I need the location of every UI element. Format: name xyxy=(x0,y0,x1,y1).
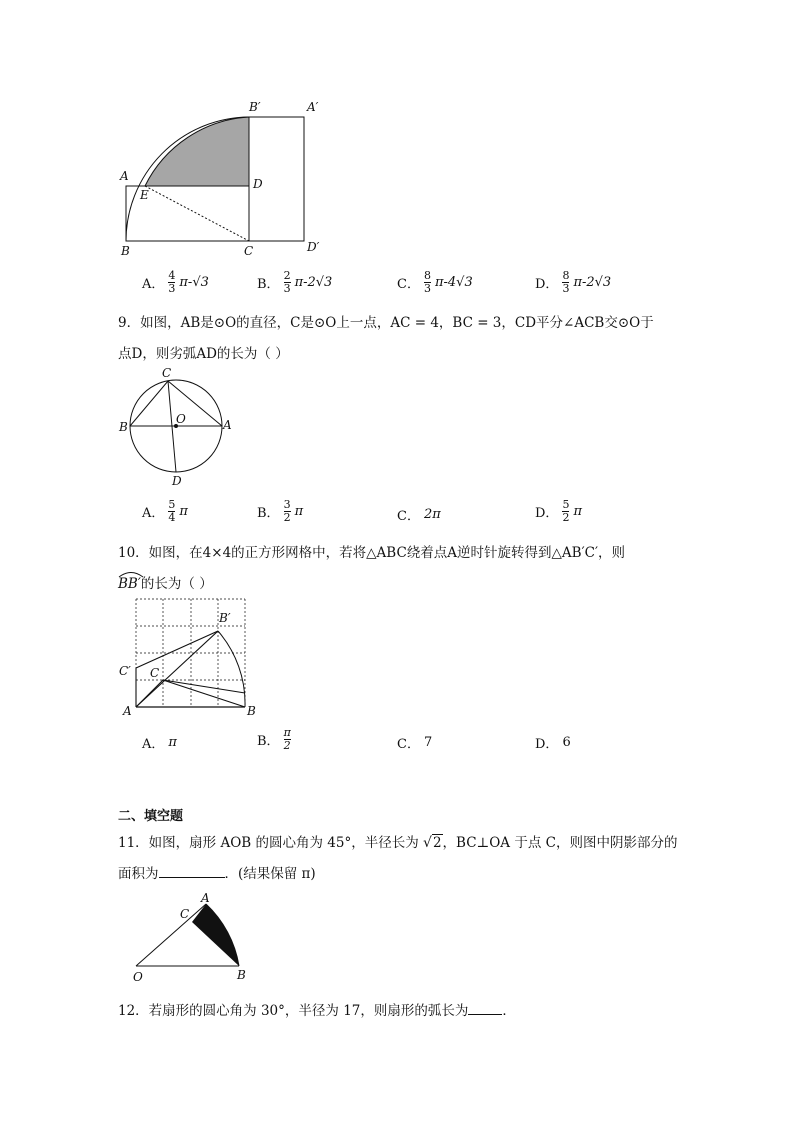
option-text: π xyxy=(168,735,177,750)
option-text: 7 xyxy=(423,735,433,750)
label-b: B xyxy=(119,420,128,434)
q11-line2: 面积为 ．(结果保留 π) xyxy=(118,866,316,882)
label-b-prime: B′ xyxy=(249,100,261,114)
fraction: $\frac{2}{3}$ xyxy=(283,269,291,295)
side-c-prime-b-prime xyxy=(136,631,218,668)
fraction: $\frac{5}{4}$ xyxy=(168,498,176,524)
option-letter: C． xyxy=(397,737,420,752)
option-letter: D． xyxy=(535,277,559,292)
label-d: D xyxy=(253,177,263,191)
side-cb xyxy=(163,680,245,707)
fraction: $\frac{8}{3}$ xyxy=(562,269,570,295)
option-tail: π xyxy=(294,504,304,519)
q9-line2: 点D，则劣弧AD的长为（ ） xyxy=(118,346,289,362)
figure-q11 xyxy=(125,890,260,985)
label-c: C xyxy=(180,907,190,921)
q9-option-c[interactable] xyxy=(397,505,441,524)
figure-q8 xyxy=(115,98,335,260)
q12-line: 12．若扇形的圆心角为 30°，半径为 17，则扇形的弧长为 ． xyxy=(118,1003,516,1019)
q8-option-b[interactable] xyxy=(257,270,332,295)
option-letter: D． xyxy=(535,737,559,752)
label-c: C xyxy=(150,666,160,680)
label-b: B xyxy=(121,244,130,258)
q9-option-a[interactable] xyxy=(142,499,188,524)
option-tail: π-4√3 xyxy=(434,275,473,290)
arc-mark xyxy=(118,570,144,578)
q9-option-b[interactable] xyxy=(257,499,303,524)
option-letter: B． xyxy=(257,506,280,521)
label-b: B xyxy=(237,968,246,982)
fraction: $\frac{4}{3}$ xyxy=(168,269,176,295)
arc-bb-prime-label: BB′ xyxy=(118,572,141,592)
option-tail: π-√3 xyxy=(179,275,209,290)
option-tail: π-2√3 xyxy=(294,275,333,290)
fraction: $\frac{5}{2}$ xyxy=(562,498,570,524)
segment-c-c xyxy=(163,680,245,693)
answer-blank-q11[interactable] xyxy=(159,877,225,878)
option-tail: π xyxy=(179,504,188,519)
answer-blank-q12[interactable] xyxy=(468,1014,502,1015)
q10-option-c[interactable] xyxy=(397,733,432,752)
radius-oa xyxy=(136,904,206,966)
figure-q9 xyxy=(115,366,240,491)
q10-option-b[interactable] xyxy=(257,727,291,752)
q10-line1: 10．如图，在4×4的正方形网格中，若将△ABC绕着点A逆时针旋转得到△AB′C′，则 xyxy=(118,545,626,561)
label-d: D xyxy=(172,474,182,488)
option-letter: B． xyxy=(257,277,280,292)
label-a: A xyxy=(120,169,129,183)
section-heading: 二、填空题 xyxy=(118,809,184,824)
option-tail: π-2√3 xyxy=(573,275,612,290)
q11-line1: 11．如图，扇形 AOB 的圆心角为 45°，半径长为 √ 2 ，BC⊥OA 于点 C，则图中阴影部分的 xyxy=(118,835,678,851)
label-b: B xyxy=(247,704,256,718)
label-o: O xyxy=(133,970,143,984)
label-a-prime: A′ xyxy=(307,100,319,114)
q8-option-a[interactable] xyxy=(142,270,209,295)
option-text: 6 xyxy=(562,735,571,750)
side-ab-prime xyxy=(136,631,218,707)
q10-option-a[interactable] xyxy=(142,733,177,752)
label-a: A xyxy=(201,891,210,905)
q8-option-d[interactable] xyxy=(535,270,611,295)
fraction: $\frac{8}{3}$ xyxy=(423,269,431,295)
label-c: C xyxy=(162,366,172,380)
label-a: A xyxy=(123,704,132,718)
option-letter: D． xyxy=(535,506,559,521)
shaded-region xyxy=(145,117,249,186)
option-letter: A． xyxy=(142,737,165,752)
arc-bb-prime xyxy=(218,631,245,707)
q10-line2: BB′的长为（ ） xyxy=(118,572,213,592)
label-c-prime: C′ xyxy=(119,664,131,678)
figure-q10 xyxy=(115,595,265,720)
label-e: E xyxy=(140,188,149,202)
q9-option-d[interactable] xyxy=(535,499,582,524)
option-text: 2π xyxy=(423,507,441,522)
fraction: $\frac{3}{2}$ xyxy=(283,498,291,524)
segment-ec xyxy=(145,186,249,241)
option-letter: A． xyxy=(142,277,165,292)
sqrt-two: √ 2 xyxy=(423,835,442,851)
q9-line1: 9．如图，AB是⊙O的直径，C是⊙O上一点，AC = 4，BC = 3，CD平分∠ACB交⊙O于 xyxy=(118,315,654,331)
fraction: $\frac{\pi}{2}$ xyxy=(283,726,291,752)
label-d-prime: D′ xyxy=(307,240,320,254)
label-o: O xyxy=(176,412,186,426)
label-a: A xyxy=(223,418,232,432)
option-letter: A． xyxy=(142,506,165,521)
label-b-prime: B′ xyxy=(219,611,231,625)
option-letter: C． xyxy=(397,509,420,524)
option-letter: C． xyxy=(397,277,420,292)
label-c: C xyxy=(244,244,254,258)
option-tail: π xyxy=(573,504,582,519)
option-letter: B． xyxy=(257,734,280,749)
q8-option-c[interactable] xyxy=(397,270,473,295)
q10-option-d[interactable] xyxy=(535,733,571,752)
